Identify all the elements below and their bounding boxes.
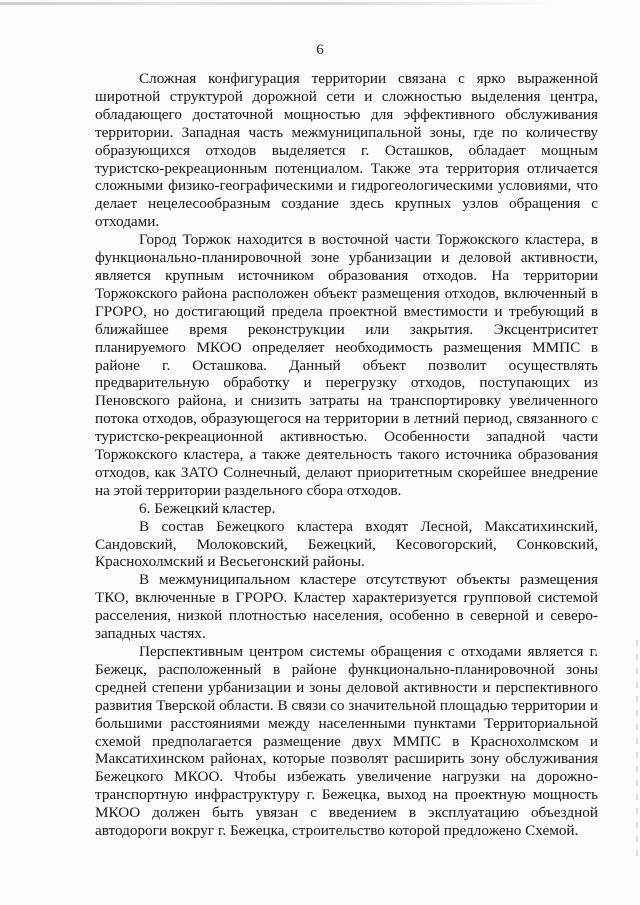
page-number: 6 bbox=[316, 42, 324, 58]
paragraph-bezhetsk-facilities: В межмуниципальном кластере отсутствуют объекты размещения ТКО, включенные в ГРОРО. Кластер характеризуется групповой системой расселения, низкой плотностью населения, особенно в северной и северо-западных частях. bbox=[95, 571, 598, 643]
section-heading-bezhetsk-cluster: 6. Бежецкий кластер. bbox=[139, 499, 276, 517]
paragraph-bezhetsk-center: Перспективным центром системы обращения с отходами является г. Бежецк, расположенный в районе функционально-планировочной зоны средней степени урбанизации и зоны деловой активности и перспективного развития Тверской области. В связи со значительной площадью территории и большими расстояниями между населенными пунктами Территориальной схемой предполагается размещение двух ММПС в Краснохолмском и Максатихинском районах, которые позволят расширить зону обслуживания Бежецкого МКОО. Чтобы избежать увеличение нагрузки на дорожно-транспортную инфраструктуру г. Бежецка, выход на проектную мощность МКОО должен быть увязан с введением в эксплуатацию объездной автодороги вокруг г. Бежецка, строительство которой предложено Схемой. bbox=[95, 643, 598, 840]
paragraph-torzhok: Город Торжок находится в восточной части Торжокского кластера, в функционально-планировочной зоне урбанизации и деловой активности, является крупным источником образования отходов. На территории Торжокского района расположен объект размещения отходов, включенный в ГРОРО, но достигающий предела проектной вместимости и требующий в ближайшее время реконструкции или закрытия. Эксцентриситет планируемого МКОО определяет необходимость размещения ММПС в районе г. Осташкова. Данный объект позволит осуществлять предварительную обработку и перегрузку отходов, поступающих из Пеновского района, и снизить затраты на транспортировку увеличенного потока отходов, образующегося на территории в летний период, связанного с туристско-рекреационной активностью. Особенности западной части Торжокского кластера, а также деятельность такого источника образования отходов, как ЗАТО Солнечный, делают приоритетным скорейшее внедрение на этой территории раздельного сбора отходов. bbox=[95, 231, 598, 499]
document-body bbox=[95, 70, 598, 840]
paragraph-territory-configuration: Сложная конфигурация территории связана с ярко выраженной широтной структурой дорожной сети и сложностью выделения центра, обладающего достаточной мощностью для эффективного обслуживания территории. Западная часть межмуниципальной зоны, где по количеству образующихся отходов выделяется г. Осташков, обладает мощным туристско-рекреационным потенциалом. Также эта территория отличается сложными физико-географическими и гидрогеологическими условиями, что делает нецелесообразным создание здесь крупных узлов обращения с отходами. bbox=[95, 70, 598, 231]
paragraph-bezhetsk-composition: В состав Бежецкого кластера входят Лесной, Максатихинский, Сандовский, Молоковский, Бежецкий, Кесовогорский, Сонковский, Краснохолмский и Весьегонский районы. bbox=[95, 517, 598, 571]
scan-edge-artifact-right bbox=[636, 640, 638, 860]
scan-edge-artifact bbox=[0, 2, 560, 5]
